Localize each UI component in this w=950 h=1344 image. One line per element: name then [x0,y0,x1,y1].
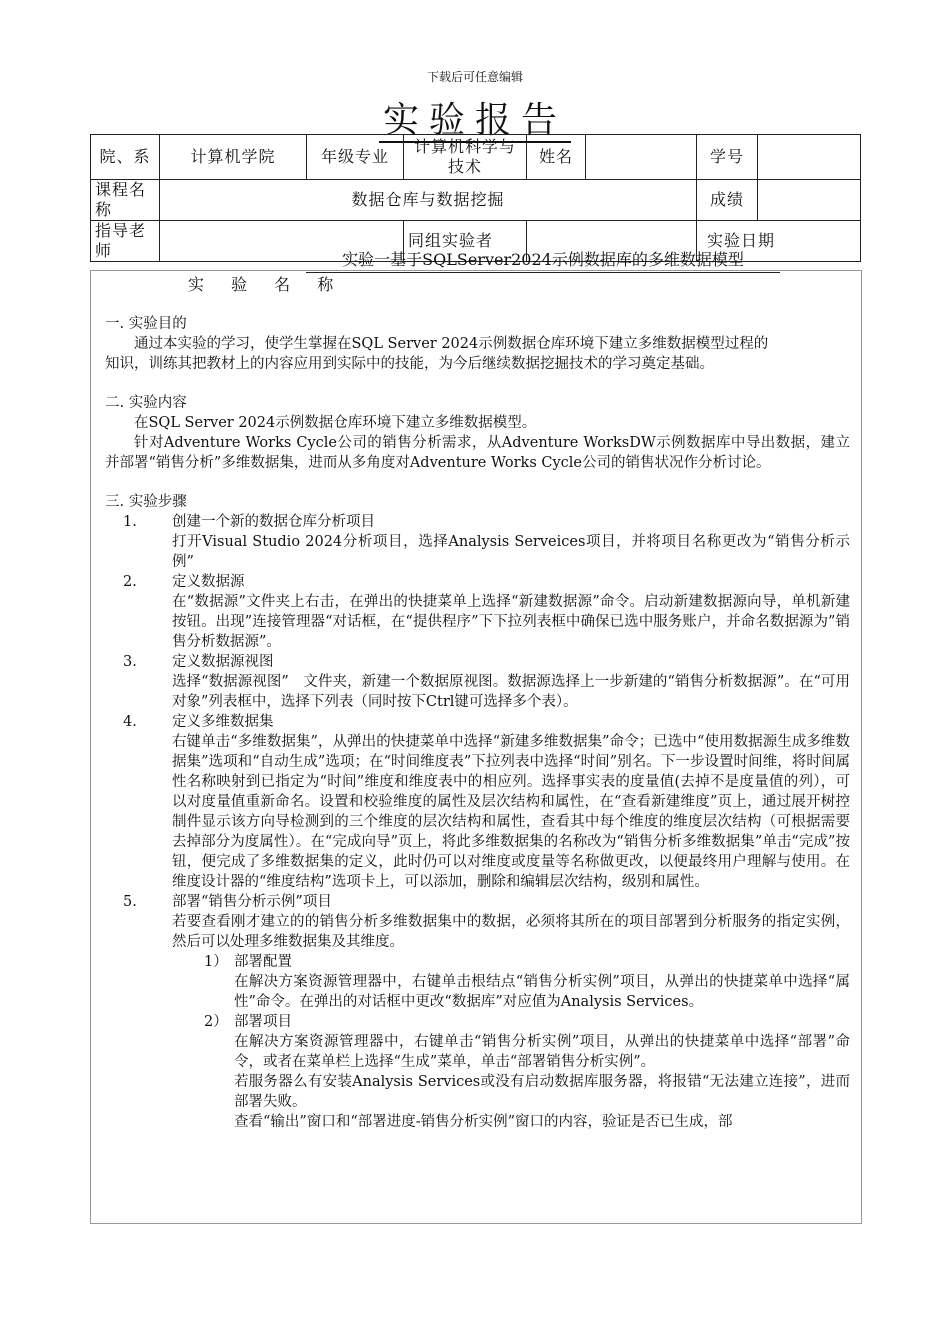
score-label: 成绩 [697,180,758,221]
substep-item [105,952,850,972]
step-number: 2. [123,574,137,590]
date-label: 实验日期 [697,221,861,262]
step-text: 在“数据源”文件夹上右击，在弹出的快捷菜单上选择“新建数据源”命令。启动新建数据源向导，单机新建按钮。出现”连接管理器“对话框，在“提供程序”下下拉列表框中确保已选中服务账户，并命名数据源为”销售分析数据源”。 [172,594,850,650]
step-item [105,512,850,532]
substep-text: 在解决方案资源管理器中，右键单击“销售分析实例”项目，从弹出的快捷菜单中选择“部署”命令，或者在菜单栏上选择“生成”菜单，单击“部署销售分析实例”。 [234,1034,850,1070]
substep-text: 若服务器么有安装Analysis Services或没有启动数据库服务器，将报错“无法建立连接”，进而部署失败。 [234,1074,850,1110]
step-text: 右键单击“多维数据集”，从弹出的快捷菜单中选择“新建多维数据集”命令；已选中“使用数据源生成多维数据集”选项和“自动生成”选项；在“时间维度表”下拉列表中选择“时间”别名。下一步设置时间维，将时间属性名称映射到已指定为“时间”维度和维度表中的相应列。选择事实表的度量值(去掉不是度量值的列），可以对度量值重新命名。设置和校验维度的属性及层次结构和属性，在“查看新建维度”页上，通过展开树控制件显示该方向导检测到的三个维度的层次结构和属性，查看其中每个维度的维度层次结构（可根据需要去掉部分为度属性）。在“完成向导”页上，将此多维数据集的名称改为“销售分析多维数据集”单击“完成”按钮，便完成了多维数据集的定义，此时仍可以对维度或度量等名称做更改，以便最终用户理解与使用。在维度设计器的“维度结构”选项卡上，可以添加，删除和编辑层次结构，级别和属性。 [172,734,850,890]
step-title: 创建一个新的数据仓库分析项目 [172,514,375,530]
dept-label: 院、系 [91,135,160,180]
substep-title: 部署项目 [234,1014,292,1030]
student-id-label: 学号 [697,135,758,180]
substep-number: 1） [204,954,228,970]
dept-value: 计算机学院 [160,135,307,180]
report-body [105,314,850,1132]
content-para-2: 针对Adventure Works Cycle公司的销售分析需求，从Adventure WorksDW示例数据库中导出数据，建立并部署“销售分析”多维数据集，进而从多角度对Adventure Works Cycle公司的销售状况作分析讨论。 [105,435,850,471]
teacher-label: 指导老师 [91,221,160,262]
score-value [758,180,861,221]
step-text: 打开Visual Studio 2024分析项目，选择Analysis Serveices项目，并将项目名称更改为“销售分析示例” [172,534,850,570]
student-id-value [758,135,861,180]
grade-value: 计算机科学与技术 [404,135,527,180]
steps-heading: 三. 实验步骤 [105,494,187,510]
content-heading: 二. 实验内容 [105,395,187,411]
info-table [90,134,861,262]
purpose-heading: 一. 实验目的 [105,316,187,332]
step-title: 部署“销售分析示例”项目 [172,894,332,910]
substep-number: 2） [204,1014,228,1030]
step-number: 5. [123,894,137,910]
experiment-name-label: 实 验 名 称 [188,275,345,294]
report-title-text: 实验报告 [379,100,571,143]
header-note: 下载后可任意编辑 [426,70,523,84]
step-number: 3. [123,654,137,670]
experiment-name-value: 实验一基于SQLServer2024示例数据库的多维数据模型 [306,248,780,273]
substep-title: 部署配置 [234,954,292,970]
step-item [105,712,850,732]
substep-text: 在解决方案资源管理器中，右键单击根结点“销售分析实例”项目，从弹出的快捷菜单中选择“属性”命令。在弹出的对话框中更改“数据库”对应值为Analysis Services。 [234,974,850,1010]
step-title: 定义多维数据集 [172,714,274,730]
content-para-1: 在SQL Server 2024示例数据仓库环境下建立多维数据模型。 [134,415,537,431]
step-title: 定义数据源 [172,574,245,590]
step-item [105,892,850,912]
step-number: 4. [123,714,137,730]
partner-label: 同组实验者 [404,221,527,262]
substep-item [105,1012,850,1032]
substep-text: 查看“输出”窗口和“部署进度-销售分析实例”窗口的内容，验证是否已生成，部 [234,1114,733,1130]
grade-label: 年级专业 [307,135,404,180]
step-item [105,652,850,672]
course-label: 课程名称 [91,180,160,221]
step-item [105,572,850,592]
step-text: 选择“数据源视图” 文件夹，新建一个数据原视图。数据源选择上一步新建的“销售分析数据源”。在“可用对象”列表框中，选择下列表（同时按下Ctrl键可选择多个表）。 [172,674,850,710]
step-text: 若要查看刚才建立的的销售分析多维数据集中的数据，必须将其所在的项目部署到分析服务的指定实例，然后可以处理多维数据集及其维度。 [172,914,850,950]
step-title: 定义数据源视图 [172,654,274,670]
step-number: 1. [123,514,137,530]
purpose-text: 通过本实验的学习，使学生掌握在SQL Server 2024示例数据仓库环境下建立多维数据模型过程的知识，训练其把教材上的内容应用到实际中的技能，为今后继续数据挖掘技术的学习奠定基础。 [105,336,769,372]
name-label: 姓名 [527,135,586,180]
course-value: 数据仓库与数据挖掘 [160,180,697,221]
name-value [586,135,697,180]
